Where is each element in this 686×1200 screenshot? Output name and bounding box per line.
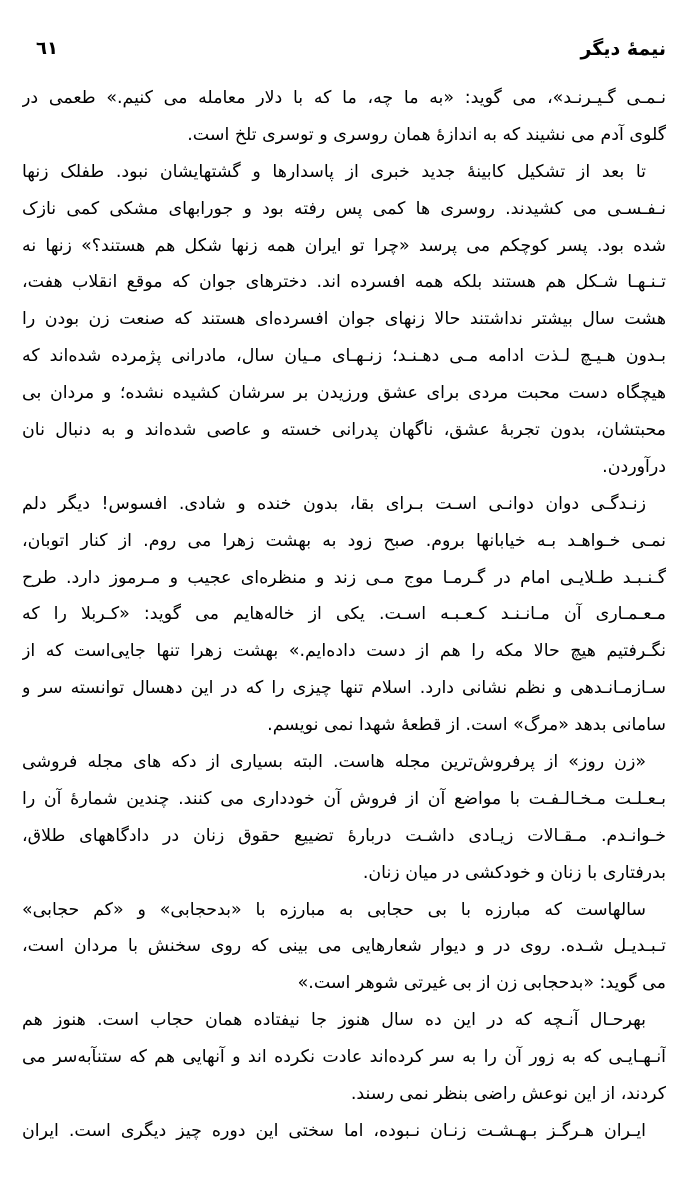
page-number: ٦١ bbox=[36, 38, 58, 59]
text-line: تـبـدیـل شـده. روی در و دیوار شعارهایی می بینی که روی سخنش با مردان است، bbox=[22, 936, 666, 957]
body-text bbox=[22, 80, 666, 1150]
text-line: ایـران هـرگـز بـهـشـت زنـان نـبوده، اما سختی این دوره چیز دیگری است. ایران bbox=[22, 1120, 646, 1141]
text-line: هیچگاه دست محبت مردی برای عشق ورزیدن بر سرشان کشیده نشده؛ و مردان بی bbox=[22, 383, 666, 404]
text-line: زنـدگـی دوان دوانـی اسـت بـرای بقا، بدون خنده و شادی. افسوس! دیگر دلم bbox=[22, 493, 646, 514]
text-line: تـنـهـا شـکل هم هستند بلکه همه افسرده اند. دخترهای جوان که موقع انقلاب هفت، bbox=[22, 272, 666, 293]
text-line: تا بعد از تشکیل کابینهٔ جدید خبری از پاسدارها و گشتهایشان نبود. طفلک زنها bbox=[22, 161, 646, 182]
text-line: آنـهـایـی که به زور آن را به سر کرده‌اند عادت نکرده اند و آنهایی هم که ستنآبه‌سر می bbox=[22, 1047, 666, 1068]
text-line: مـعـمـاری آن مـانـنـد کـعـبـه اسـت. یکی از خاله‌هایم می گوید: «کـربلا را که bbox=[22, 604, 666, 625]
text-line: گـنـبـد طـلایـی امام در گـرمـا موج مـی زند و منظره‌ای عجیب و مـرموز دارد. طرح bbox=[22, 567, 666, 588]
text-line: خـوانـدم. مـقـالات زیـادی داشـت دربارهٔ تضییع حقوق زنان در دادگاههای طلاق، bbox=[22, 825, 666, 846]
text-line: گلوی آدم می نشیند که به اندازهٔ همان روسری و توسری تلخ است. bbox=[187, 124, 666, 145]
running-title: نیمهٔ دیگر bbox=[580, 38, 666, 60]
text-line: بهرحـال آنـچه که در این ده سال هنوز جا نیفتاده همان حجاب است. هنوز هم bbox=[22, 1010, 646, 1031]
text-line: سامانی بدهد «مرگ» است. از قطعهٔ شهدا نمی نویسم. bbox=[267, 715, 666, 736]
text-line: «زن روز» از پرفروش‌ترین مجله هاست. البته بسیاری از دکه های مجله فروشی bbox=[22, 752, 646, 773]
text-line: نگـرفتیم هیچ حالا مکه را هم از دست داده‌ایم.» بهشت زهرا تنها جایی‌است که از bbox=[22, 641, 666, 662]
text-line: نـفـسـی می کشیدند. روسری ها کمی پس رفته بود و جورابهای مشکی کمی نازک bbox=[22, 198, 666, 219]
text-line: نـمـی گـیـرنـد»، می گوید: «به ما چه، ما که با دلار معامله می کنیم.» طعمی در bbox=[22, 88, 666, 108]
text-line: بـدون هـیـچ لـذت ادامه مـی دهـنـد؛ زنـهـای مـیان سال، مادرانی پژمرده شده‌اند که bbox=[22, 346, 666, 367]
text-line: هشت سال بیشتر نداشتند حالا زنهای جوان افسرده‌ای هستند که صنعت زن بودن را bbox=[22, 309, 666, 330]
text-line: نمـی خـواهـد بـه خیابانها بروم. صبح زود به بهشت زهرا می روم. از کنار اتوبان، bbox=[22, 530, 666, 551]
book-page bbox=[22, 34, 666, 1150]
text-line: کردند، از این نوعش راضی بنظر نمی رسند. bbox=[350, 1084, 666, 1105]
text-line: بـعـلـت مـخـالـفـت با مواضع آن از فروش آن خودداری می کنند. چندین شمارهٔ آن را bbox=[22, 788, 666, 809]
text-line: بدرفتاری با زنان و خودکشی در میان زنان. bbox=[362, 862, 666, 883]
text-line: می گوید: «بدحجابی زن از بی غیرتی شوهر است.» bbox=[297, 973, 666, 994]
text-line: شده بود. پسر کوچکم می پرسد «چرا تو ایران همه زنها شکل هم هستند؟» زنها نه bbox=[22, 235, 666, 256]
text-line: سالهاست که مبارزه با بی حجابی به مبارزه با «بدحجابی» و «کم حجابی» bbox=[22, 899, 646, 920]
text-line: درآوردن. bbox=[602, 456, 666, 477]
text-line: سـازمـانـدهی و نظم نشانی دارد. اسلام تنها چیزی را که در این دهسال توانسته سر و bbox=[22, 678, 666, 699]
text-line: محبتشان، بدون تجربهٔ عشق، ناگهان پدرانی خسته و عاصی شده‌اند و به دنبال نان bbox=[22, 420, 666, 441]
page-header bbox=[22, 34, 666, 70]
